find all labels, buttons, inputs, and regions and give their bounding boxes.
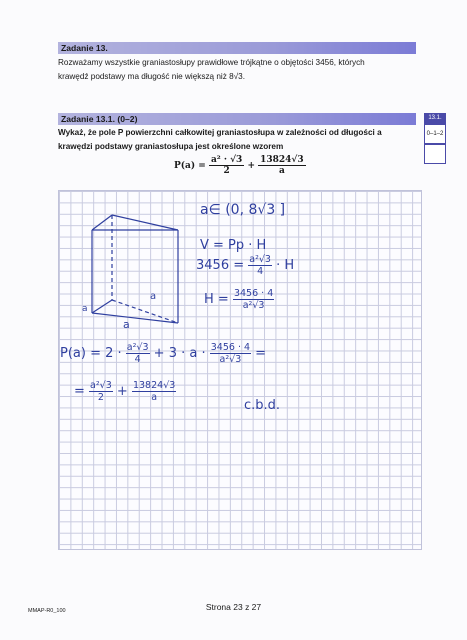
formula-fraction-1 (209, 155, 244, 176)
prism-label-diag: a (150, 291, 157, 302)
volume-formula: V = Pp · H (200, 238, 267, 253)
volume-equation (196, 254, 294, 277)
formula-fraction-2 (258, 155, 306, 176)
score-options: 0–1–2 (424, 124, 446, 144)
area-comp-fraction-2 (210, 342, 251, 365)
area-comp-den-2: a²√3 (219, 354, 242, 365)
area-result-den-2: a (151, 392, 158, 403)
task-13-1-header: Zadanie 13.1. (0–2) (58, 113, 416, 125)
area-comp-fraction-1 (126, 342, 150, 365)
height-eq-fraction (233, 288, 274, 311)
area-result-den-1: 2 (97, 392, 104, 403)
score-task-label: 13.1. (424, 113, 446, 124)
area-formula (174, 155, 306, 176)
top-left-edge (92, 215, 112, 230)
task-13-1-text (58, 126, 414, 154)
page-number: Strona 23 z 27 (205, 602, 262, 612)
area-result-fraction-2 (132, 380, 176, 403)
area-comp-eq: = (255, 346, 267, 361)
formula-plus: + (247, 161, 255, 171)
formula-den-1: 2 (223, 166, 230, 176)
area-result-num-1: a²√3 (90, 380, 112, 391)
task-13-text (58, 56, 414, 84)
height-eq-lhs: H = (204, 292, 229, 307)
area-computation (60, 342, 266, 365)
volume-eq-rhs: · H (276, 258, 295, 273)
formula-num-1: a² · √3 (210, 155, 243, 165)
area-result-eq: = (74, 384, 85, 399)
area-result-plus: + (116, 384, 128, 399)
task-13-1-text-line1: Wykaż, że pole P powierzchni całkowitej graniastosłupa w zależności od długości a (58, 128, 382, 137)
top-back-edge (112, 215, 178, 230)
area-result (74, 380, 176, 403)
area-comp-mid: + 3 · a · (153, 346, 206, 361)
task-13-text-line1: Rozważamy wszystkie graniastosłupy prawidłowe trójkątne o objętości 3456, których (58, 58, 365, 67)
prism-label-side: a (82, 304, 88, 314)
base-left-edge (92, 300, 112, 313)
height-eq-num: 3456 · 4 (233, 288, 274, 299)
formula-num-2: 13824√3 (260, 155, 304, 165)
domain-line: a∈ (0, 8√3 ] (200, 202, 286, 218)
task-13-1-text-line2: krawędzi podstawy graniastosłupa jest określone wzorem (58, 142, 284, 151)
formula-den-2: a (278, 166, 285, 176)
formula-lhs: P(a) = (174, 161, 206, 171)
height-equation (204, 288, 274, 311)
qed-mark: c.b.d. (244, 398, 281, 413)
area-result-num-2: 13824√3 (132, 380, 176, 391)
area-comp-den-1: 4 (134, 354, 141, 365)
volume-eq-num: a²√3 (249, 254, 271, 265)
prism-sketch (70, 205, 190, 335)
height-eq-den: a²√3 (242, 300, 265, 311)
area-comp-lhs: P(a) = 2 · (60, 346, 122, 361)
exam-code: MMAP-R0_100 (28, 608, 66, 614)
prism-label-base: a (123, 318, 130, 331)
area-comp-num-2: 3456 · 4 (210, 342, 251, 353)
volume-eq-fraction (248, 254, 272, 277)
area-comp-num-1: a²√3 (126, 342, 149, 353)
task-13-text-line2: krawędź podstawy ma długość nie większą niż 8√3. (58, 72, 245, 81)
volume-eq-den: 4 (257, 266, 264, 277)
area-result-fraction-1 (89, 380, 113, 403)
task-13-header: Zadanie 13. (58, 42, 416, 54)
volume-eq-lhs: 3456 = (196, 258, 245, 273)
score-entry-box[interactable] (424, 144, 446, 164)
